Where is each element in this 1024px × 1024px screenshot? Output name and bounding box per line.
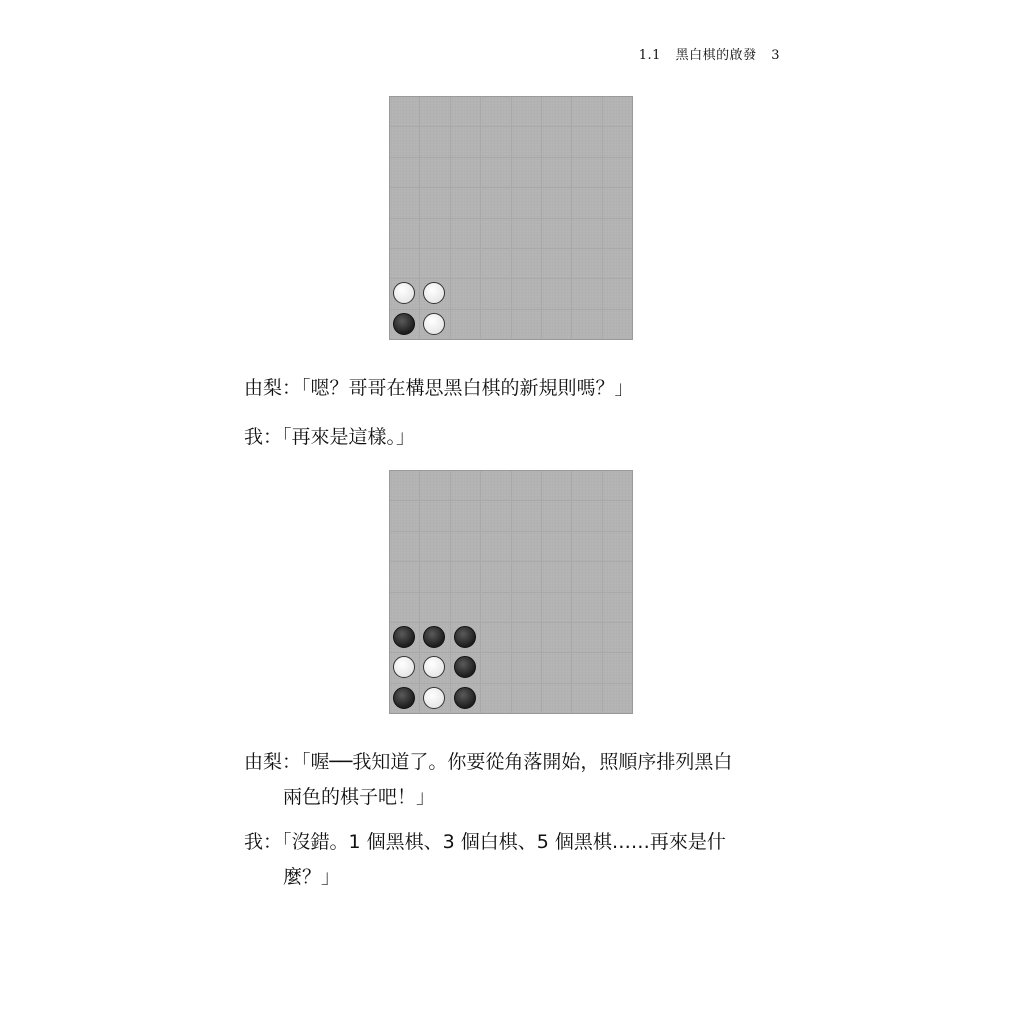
black-piece [454, 687, 476, 709]
board-cell [603, 127, 632, 156]
board-cell [603, 532, 632, 561]
board-cell [451, 623, 480, 652]
board-cell [390, 471, 419, 500]
board-cell [603, 593, 632, 622]
board-cell [481, 279, 510, 308]
board-cell [512, 471, 541, 500]
board-cell [512, 188, 541, 217]
board-cell [420, 279, 449, 308]
page-number: 3 [771, 48, 780, 63]
board-cell [512, 127, 541, 156]
board-cell [390, 249, 419, 278]
board-cell [542, 562, 571, 591]
board-cell [572, 219, 601, 248]
section-number: 1.1 [638, 48, 661, 63]
board-cell [390, 684, 419, 713]
board-cell [451, 532, 480, 561]
board-cell [572, 188, 601, 217]
board-cell [481, 249, 510, 278]
dialogue-line-yuri-2-cont: 兩色的棋子吧！」 [283, 786, 436, 808]
board-cell [512, 219, 541, 248]
white-piece [393, 656, 415, 678]
board-cell [451, 684, 480, 713]
board-cell [390, 562, 419, 591]
board-cell [451, 188, 480, 217]
board-cell [451, 127, 480, 156]
board-cell [572, 158, 601, 187]
board-cell [572, 532, 601, 561]
board-cell [542, 127, 571, 156]
board-cell [481, 562, 510, 591]
board-cell [542, 471, 571, 500]
board-cell [572, 562, 601, 591]
board-cell [451, 279, 480, 308]
board-cell [572, 471, 601, 500]
board-cell [542, 279, 571, 308]
board-cell [542, 532, 571, 561]
board-cell [603, 623, 632, 652]
board-cell [481, 158, 510, 187]
board-cell [420, 219, 449, 248]
board-cell [572, 593, 601, 622]
board-cell [481, 219, 510, 248]
board-cell [420, 249, 449, 278]
board-cell [390, 653, 419, 682]
board-cell [420, 127, 449, 156]
black-piece [454, 656, 476, 678]
board-cell [420, 623, 449, 652]
board-cell [542, 623, 571, 652]
board-cell [572, 653, 601, 682]
board-cell [572, 501, 601, 530]
board-cell [451, 219, 480, 248]
board-cell [512, 562, 541, 591]
black-piece [454, 626, 476, 648]
board-cell [420, 653, 449, 682]
board-cell [603, 471, 632, 500]
dialogue-line-me-1: 我：「再來是這樣。」 [244, 426, 416, 448]
board-cell [572, 684, 601, 713]
board-cell [512, 653, 541, 682]
board-cell [481, 684, 510, 713]
board-cell [512, 532, 541, 561]
board-cell [390, 623, 419, 652]
board-cell [572, 623, 601, 652]
board-cell [572, 127, 601, 156]
board-cell [451, 310, 480, 339]
dialogue-line-me-2-cont: 麼？」 [283, 866, 341, 888]
board-cell [481, 593, 510, 622]
board-cell [420, 310, 449, 339]
board-cell [512, 684, 541, 713]
board-cell [542, 188, 571, 217]
board-cell [603, 684, 632, 713]
board-cell [603, 501, 632, 530]
board-cell [390, 158, 419, 187]
board-cell [481, 653, 510, 682]
section-title: 黑白棋的啟發 [675, 48, 757, 63]
board-cell [390, 310, 419, 339]
dialogue-line-yuri-2: 由梨：「喔──我知道了。你要從角落開始，照順序排列黑白 [244, 751, 733, 773]
board-cell [420, 532, 449, 561]
board-cell [603, 249, 632, 278]
board-cell [420, 684, 449, 713]
board-cell [603, 279, 632, 308]
board-cell [542, 653, 571, 682]
board-cell [420, 471, 449, 500]
othello-board-2 [389, 470, 633, 714]
board-cell [512, 158, 541, 187]
board-cell [451, 97, 480, 126]
board-cell [390, 279, 419, 308]
board-cell [420, 158, 449, 187]
board-cell [603, 158, 632, 187]
board-cell [512, 623, 541, 652]
white-piece [423, 313, 445, 335]
board-cell [603, 562, 632, 591]
board-cell [420, 501, 449, 530]
board-cell [451, 158, 480, 187]
board-cell [542, 501, 571, 530]
board-cell [512, 310, 541, 339]
board-cell [542, 593, 571, 622]
board-cell [481, 623, 510, 652]
board-cell [451, 471, 480, 500]
board-cell [451, 593, 480, 622]
black-piece [423, 626, 445, 648]
board-cell [572, 97, 601, 126]
board-cell [481, 97, 510, 126]
board-cell [451, 562, 480, 591]
board-cell [420, 562, 449, 591]
board-cell [542, 219, 571, 248]
board-cell [572, 279, 601, 308]
black-piece [393, 313, 415, 335]
board-cell [390, 219, 419, 248]
dialogue-line-me-2: 我：「沒錯。1 個黑棋、3 個白棋、5 個黑棋……再來是什 [244, 831, 726, 853]
board-cell [451, 501, 480, 530]
white-piece [393, 282, 415, 304]
board-cell [481, 471, 510, 500]
board-cell [542, 97, 571, 126]
board-cell [603, 188, 632, 217]
board-cell [512, 279, 541, 308]
board-cell [512, 593, 541, 622]
white-piece [423, 282, 445, 304]
board-cell [390, 501, 419, 530]
board-cell [572, 249, 601, 278]
board-cell [481, 310, 510, 339]
board-cell [390, 127, 419, 156]
board-cell [542, 249, 571, 278]
black-piece [393, 687, 415, 709]
black-piece [393, 626, 415, 648]
white-piece [423, 656, 445, 678]
board-cell [390, 593, 419, 622]
board-cell [572, 310, 601, 339]
board-cell [542, 158, 571, 187]
board-cell [481, 188, 510, 217]
dialogue-line-yuri-1: 由梨：「嗯？哥哥在構思黑白棋的新規則嗎？」 [244, 377, 634, 399]
board-cell [603, 653, 632, 682]
board-cell [542, 310, 571, 339]
board-cell [420, 97, 449, 126]
board-cell [603, 310, 632, 339]
board-cell [512, 501, 541, 530]
board-cell [481, 532, 510, 561]
board-cell [420, 188, 449, 217]
board-cell [481, 501, 510, 530]
board-cell [542, 684, 571, 713]
board-cell [390, 532, 419, 561]
board-cell [512, 249, 541, 278]
board-cell [451, 653, 480, 682]
board-cell [390, 188, 419, 217]
board-cell [481, 127, 510, 156]
board-cell [390, 97, 419, 126]
board-cell [603, 219, 632, 248]
white-piece [423, 687, 445, 709]
othello-board-1 [389, 96, 633, 340]
board-cell [451, 249, 480, 278]
board-cell [420, 593, 449, 622]
board-cell [603, 97, 632, 126]
board-cell [512, 97, 541, 126]
running-header [639, 44, 780, 63]
